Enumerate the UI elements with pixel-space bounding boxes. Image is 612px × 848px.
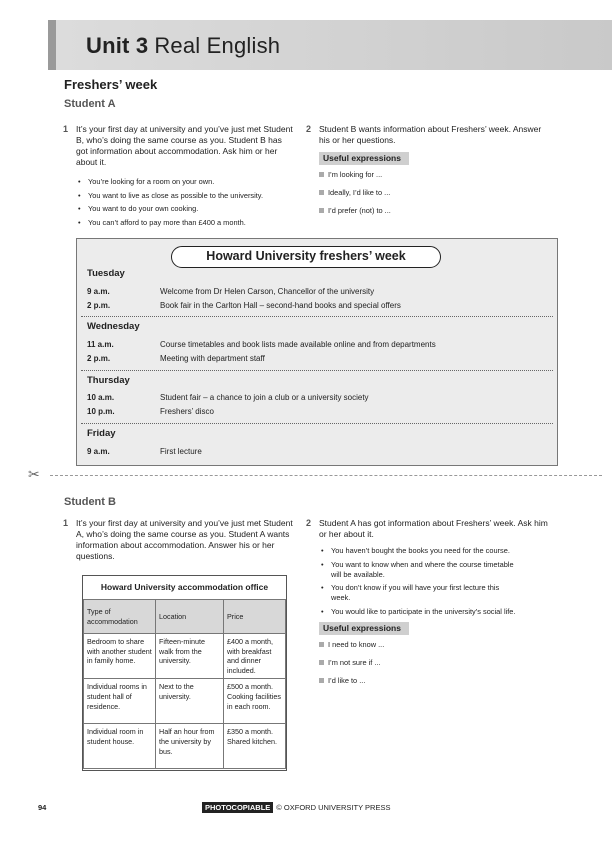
table-row (84, 679, 286, 724)
scissors-icon: ✂ (28, 466, 40, 482)
table-cell: Bedroom to share with another student in family home. (84, 634, 156, 679)
task-number: 2 (306, 518, 312, 528)
copyright-line (202, 803, 390, 812)
freshers-week-schedule: Howard University freshers’ week Tuesday 9 a.m. Welcome from Dr Helen Carson, Chancellor of the university 2 p.m. Book fair in the Carlton Hall – second-hand books and special offers Wednesday 11 a.m. Course timetables and book lists made available online and from departments 2 p.m. Meeting with department staff Thursday 10 a.m. Student fair – a chance to join a club or a university society 10 p.m. Freshers’ disco Friday 9 a.m. First lecture (76, 238, 558, 466)
list-item: • You want to know when and where the course timetable will be available. (319, 560, 519, 580)
student-b-heading: Student B (64, 496, 116, 508)
accommodation-table (83, 599, 286, 769)
table-cell: £350 a month. Shared kitchen. (224, 724, 286, 769)
copyright-text: © OXFORD UNIVERSITY PRESS (276, 803, 391, 812)
table-row (84, 634, 286, 679)
schedule-title: Howard University freshers’ week (171, 246, 441, 268)
table-cell: Next to the university. (156, 679, 224, 724)
table-row (84, 724, 286, 769)
unit-number: Unit 3 (86, 33, 149, 58)
student-a-task-1-bullets (76, 177, 296, 228)
divider (81, 423, 553, 424)
task-text: It’s your first day at university and you’ve just met Student B, who’s doing the same course as you. Student B has got information about accommodation. Ask him or her about it. (76, 124, 293, 167)
list-item: • You’re looking for a room on your own. (76, 177, 296, 187)
expression: I’m not sure if ... (319, 657, 549, 668)
list-item: • You would like to participate in the university’s social life. (319, 607, 519, 617)
task-number: 2 (306, 124, 312, 134)
unit-name: Real English (154, 33, 281, 58)
square-bullet-icon (319, 208, 324, 213)
page-number: 94 (38, 803, 47, 812)
task-number: 1 (63, 518, 69, 528)
table-header-row (84, 600, 286, 634)
accommodation-title: Howard University accommodation office (100, 582, 269, 592)
unit-header (48, 20, 612, 70)
expression: I need to know ... (319, 639, 549, 650)
task-text: Student A has got information about Freshers’ week. Ask him or her about it. (319, 518, 548, 539)
square-bullet-icon (319, 678, 324, 683)
table-cell: Half an hour from the university by bus. (156, 724, 224, 769)
accommodation-office-box (82, 575, 287, 771)
cut-line (28, 466, 602, 482)
square-bullet-icon (319, 660, 324, 665)
student-b-task-2-bullets (319, 546, 519, 617)
list-item: • You haven’t bought the books you need for the course. (319, 546, 519, 556)
table-cell: £400 a month, with breakfast and dinner included. (224, 634, 286, 679)
column-header: Price (224, 600, 286, 634)
column-header: Type of accommodation (84, 600, 156, 634)
photocopiable-badge: PHOTOCOPIABLE (202, 802, 273, 813)
expression: I’m looking for ... (319, 169, 549, 180)
day-tuesday: Tuesday (87, 268, 125, 279)
day-wednesday: Wednesday (87, 321, 140, 332)
dashed-line (50, 475, 602, 476)
useful-expressions-label: Useful expressions (319, 622, 409, 635)
square-bullet-icon (319, 642, 324, 647)
section-title: Freshers’ week (64, 77, 158, 92)
student-a-task-1 (63, 124, 296, 231)
square-bullet-icon (319, 190, 324, 195)
task-text: It’s your first day at university and you’ve just met Student A, who’s doing the same course as you. Student A wants information about accommodation. Answer his or her questions. (76, 518, 293, 561)
table-cell: Fifteen-minute walk from the university. (156, 634, 224, 679)
student-a-heading: Student A (64, 98, 116, 110)
student-b-task-2 (306, 518, 549, 693)
divider (81, 316, 553, 317)
table-cell: Individual room in student house. (84, 724, 156, 769)
student-a-task-2 (306, 124, 549, 222)
list-item: • You want to live as close as possible to the university. (76, 191, 296, 201)
unit-title (86, 33, 280, 59)
student-b-task-1 (63, 518, 296, 562)
useful-expressions-label: Useful expressions (319, 152, 409, 165)
list-item: • You want to do your own cooking. (76, 204, 296, 214)
table-cell: Individual rooms in student hall of residence. (84, 679, 156, 724)
day-friday: Friday (87, 428, 116, 439)
task-text: Student B wants information about Freshers’ week. Answer his or her questions. (319, 124, 542, 145)
list-item: • You don’t know if you will have your first lecture this week. (319, 583, 519, 603)
expression: I’d like to ... (319, 675, 549, 686)
list-item: • You can’t afford to pay more than £400 a month. (76, 218, 296, 228)
column-header: Location (156, 600, 224, 634)
divider (81, 370, 553, 371)
task-number: 1 (63, 124, 69, 134)
expression: I’d prefer (not) to ... (319, 205, 549, 216)
expression: Ideally, I’d like to ... (319, 187, 549, 198)
square-bullet-icon (319, 172, 324, 177)
day-thursday: Thursday (87, 375, 130, 386)
table-cell: £500 a month. Cooking facilities in each room. (224, 679, 286, 724)
